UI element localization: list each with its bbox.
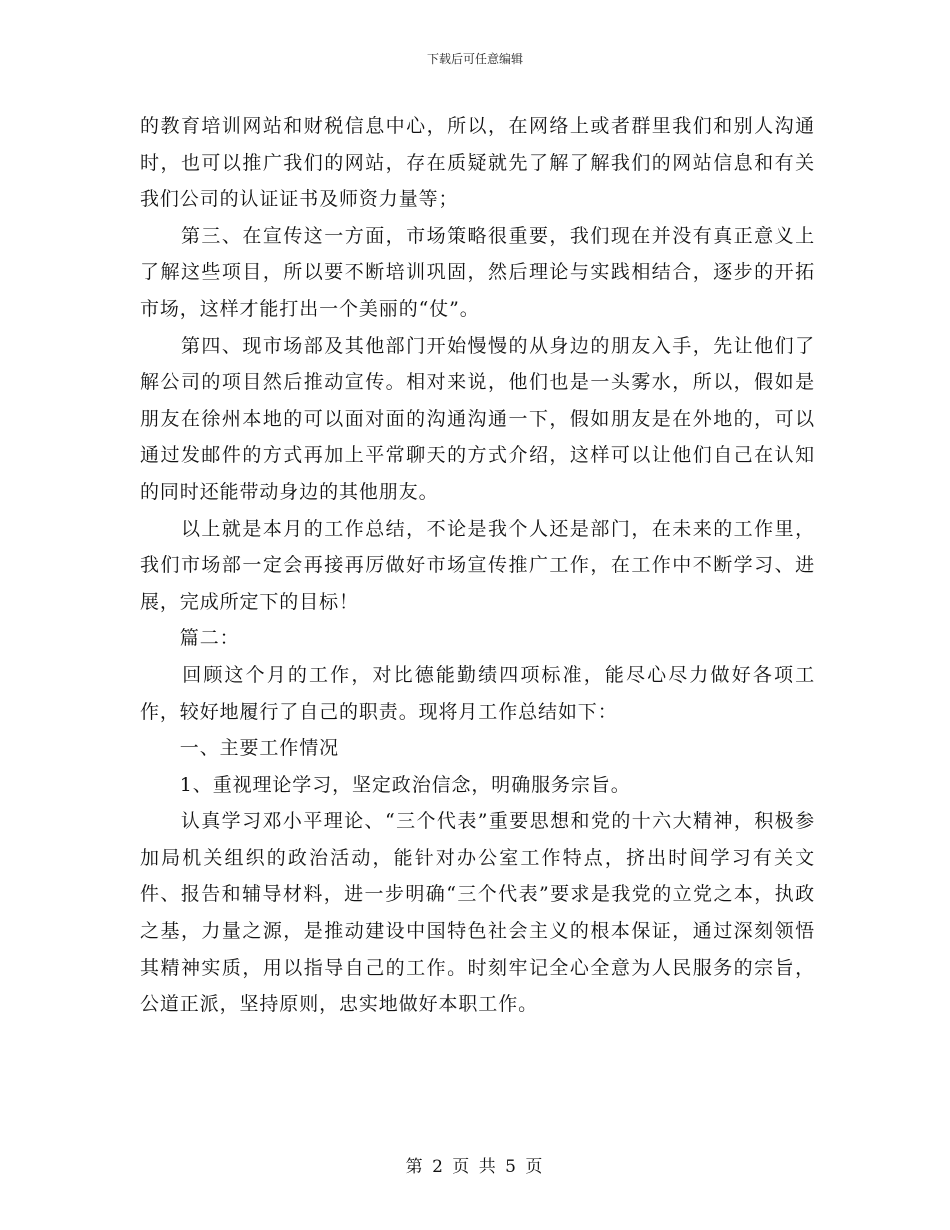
paragraph: 回顾这个月的工作，对比德能勤绩四项标准，能尽心尽力做好各项工作，较好地履行了自己的职责。现将月工作总结如下： bbox=[140, 663, 815, 723]
section-heading: 一、主要工作情况 bbox=[140, 737, 340, 760]
paragraph: 的教育培训网站和财税信息中心，所以，在网络上或者群里我们和别人沟通时，也可以推广我们的网站，存在质疑就先了解了解我们的网站信息和有关我们公司的认证证书及师资力量等； bbox=[140, 115, 815, 211]
paragraph: 以上就是本月的工作总结，不论是我个人还是部门，在未来的工作里，我们市场部一定会再接再厉做好市场宣传推广工作，在工作中不断学习、进展，完成所定下的目标！ bbox=[140, 517, 815, 613]
page-number-footer: 第 2 页 共 5 页 bbox=[405, 1157, 545, 1177]
paragraph: 第四、现市场部及其他部门开始慢慢的从身边的朋友入手，先让他们了解公司的项目然后推动宣传。相对来说，他们也是一头雾水，所以，假如是朋友在徐州本地的可以面对面的沟通沟通一下，假如朋友是在外地的，可以通过发邮件的方式再加上平常聊天的方式介绍，这样可以让他们自己在认知的同时还能带动身边的其他朋友。 bbox=[140, 334, 815, 503]
paragraph: 认真学习邓小平理论、“三个代表”重要思想和党的十六大精神，积极参加局机关组织的政治活动，能针对办公室工作特点，挤出时间学习有关文件、报告和辅导材料，进一步明确“三个代表”要求是我党的立党之本，执政之基，力量之源，是推动建设中国特色社会主义的根本保证，通过深刻领悟其精神实质，用以指导自己的工作。时刻牢记全心全意为人民服务的宗旨，公道正派，坚持原则，忠实地做好本职工作。 bbox=[140, 810, 815, 1016]
page-header: 下载后可任意编辑 bbox=[426, 52, 523, 66]
section-heading: 篇二： bbox=[140, 627, 240, 650]
paragraph: 第三、在宣传这一方面，市场策略很重要，我们现在并没有真正意义上了解这些项目，所以要不断培训巩固，然后理论与实践相结合，逐步的开拓市场，这样才能打出一个美丽的“仗”。 bbox=[140, 224, 815, 320]
subsection-heading: 1、重视理论学习，坚定政治信念，明确服务宗旨。 bbox=[140, 773, 631, 796]
document-body bbox=[140, 108, 815, 1023]
